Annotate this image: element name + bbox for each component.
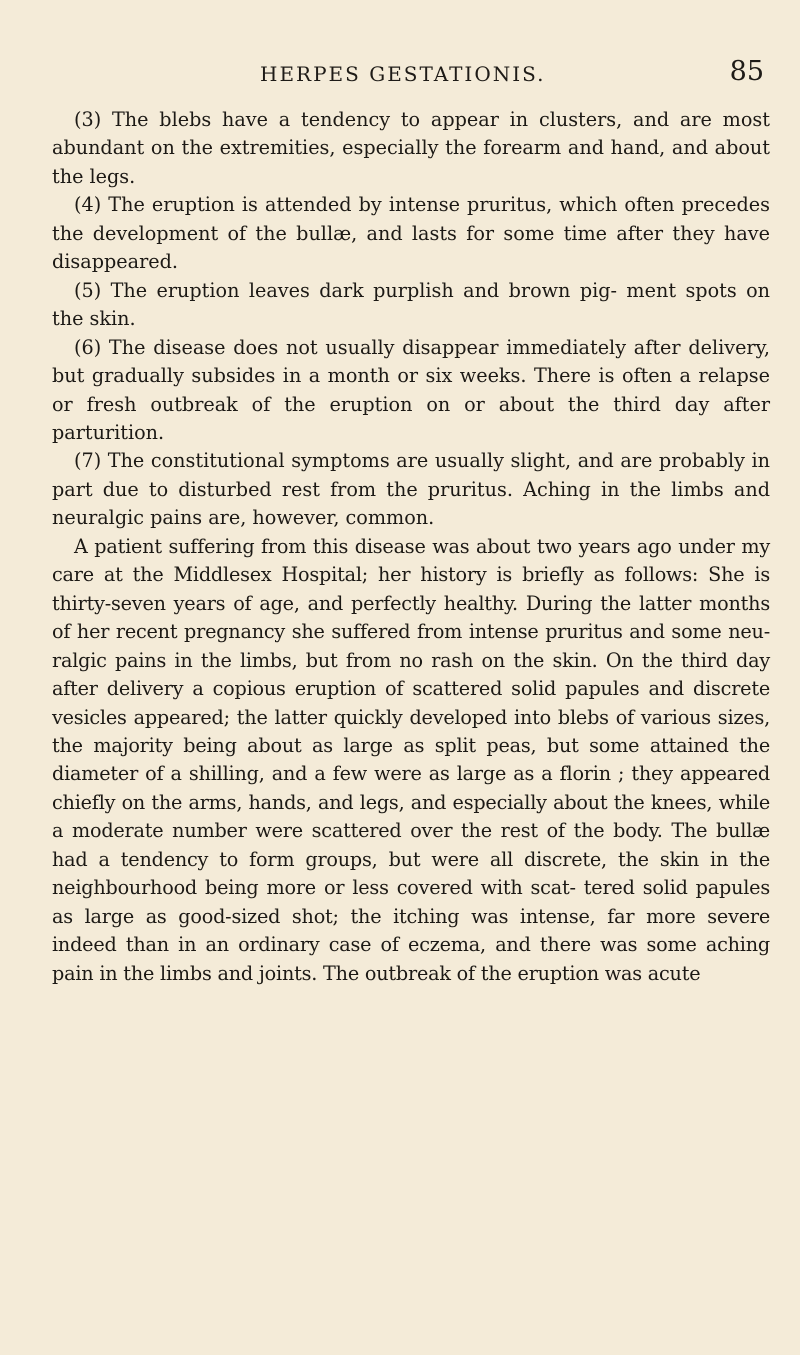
body-text [52, 106, 770, 988]
page-header [260, 56, 780, 90]
page-number: 85 [729, 56, 764, 87]
paragraph-item-6: (6) The disease does not usually disappear immediately after delivery, but gradually subsides in a month or six weeks. There is often a relapse or fresh outbreak of the eruption on or about the third day after parturition. [52, 335, 770, 444]
running-title: HERPES GESTATIONIS. [260, 62, 546, 86]
paragraph-item-3: (3) The blebs have a tendency to appear in clusters, and are most abundant on the extremities, especially the forearm and hand, and about the legs. [52, 108, 770, 188]
paragraph-item-7: (7) The constitutional symptoms are usually slight, and are probably in part due to disturbed rest from the pruritus. Aching in the limbs and neuralgic pains are, however, common. [52, 449, 770, 530]
paragraph-item-5: (5) The eruption leaves dark purplish and brown pig- ment spots on the skin. [52, 278, 770, 331]
paragraph-item-4: (4) The eruption is attended by intense pruritus, which often precedes the development of the bullæ, and lasts for some time after they have disappeared. [52, 193, 770, 274]
paragraph-case-report: A patient suffering from this disease was about two years ago under my care at the Middlesex Hospital; her history is briefly as follows: She is thirty-seven years of age, and perfectly healthy. During the latter months of her recent pregnancy she suffered from intense pruritus and some neu- ralgic pains in the limbs, but from no rash on the skin. On the third day after delivery a copious eruption of scattered solid papules and discrete vesicles appeared; the latter quickly developed into blebs of various sizes, the majority being about as large as split peas, but some attained the diameter of a shilling, and a few were as large as a florin ; they appeared chiefly on the arms, hands, and legs, and especially about the knees, while a moderate number were scattered over the rest of the body. The bullæ had a tendency to form groups, but were all discrete, the skin in the neighbourhood being more or less covered with scat- tered solid papules as large as good-sized shot; the itching was intense, far more severe indeed than in an ordinary case of eczema, and there was some aching pain in the limbs and joints. The outbreak of the eruption was acute [52, 534, 770, 985]
